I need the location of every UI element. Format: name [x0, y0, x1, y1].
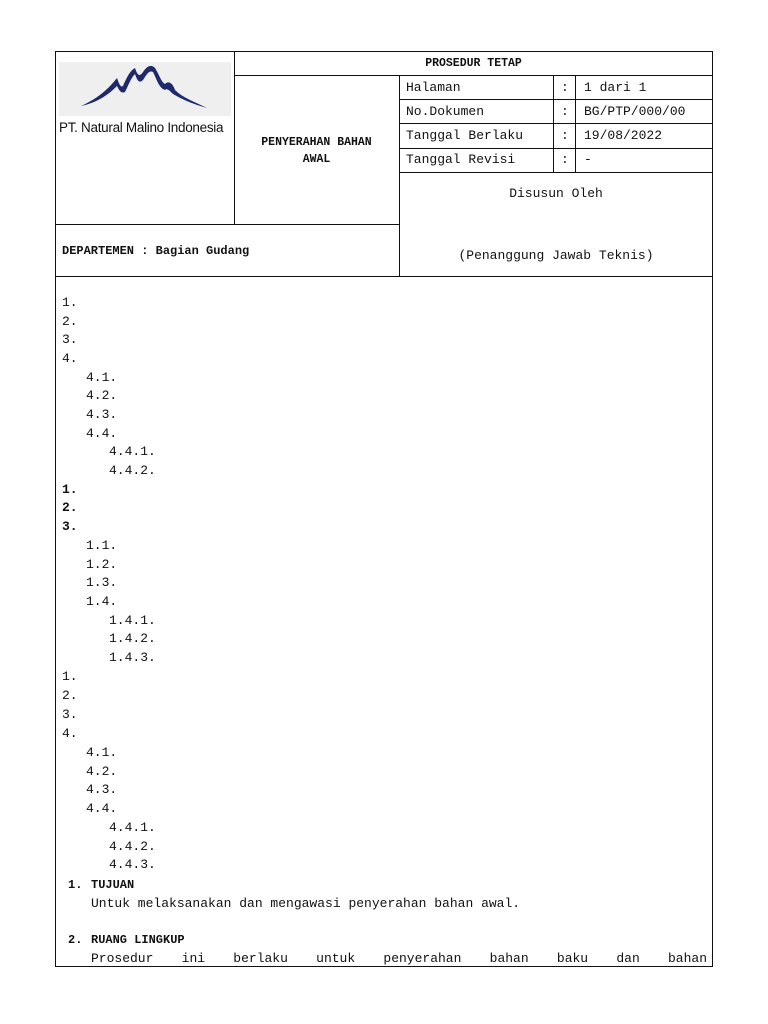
list-item: 3.	[62, 707, 78, 722]
meta-separator: :	[561, 152, 569, 167]
header-divider	[399, 148, 713, 149]
list-item: 4.4.2.	[109, 839, 156, 854]
list-item: 4.4.	[86, 801, 118, 816]
list-item: 4.3.	[86, 407, 118, 422]
list-item: 3.	[62, 332, 78, 347]
meta-value: 19/08/2022	[584, 128, 663, 143]
list-item: 4.	[62, 351, 78, 366]
list-item: 4.4.2.	[109, 463, 156, 478]
list-item: 1.	[62, 482, 78, 497]
word: Prosedur	[91, 951, 154, 966]
header-divider	[399, 75, 400, 276]
list-item: 3.	[62, 519, 78, 534]
list-item: 4.	[62, 726, 78, 741]
meta-value: 1 dari 1	[584, 80, 647, 95]
meta-value: -	[584, 152, 592, 167]
meta-label: No.Dokumen	[406, 104, 485, 119]
document-title: PROSEDUR TETAP	[425, 57, 522, 70]
list-item: 1.4.1.	[109, 613, 156, 628]
list-item: 1.2.	[86, 557, 118, 572]
list-item: 4.1.	[86, 745, 118, 760]
header-divider	[399, 172, 713, 173]
word: bahan	[667, 951, 707, 966]
responsible-label: (Penanggung Jawab Teknis)	[458, 248, 654, 263]
word: berlaku	[233, 951, 288, 966]
procedure-name-line2: AWAL	[302, 153, 331, 166]
procedure-name-line1: PENYERAHAN BAHAN	[261, 136, 372, 149]
section-number: 1.	[68, 878, 83, 892]
meta-label: Halaman	[406, 80, 461, 95]
list-item: 1.	[62, 295, 78, 310]
list-item: 1.4.	[86, 594, 118, 609]
section-number: 2.	[68, 933, 83, 947]
prepared-by-label: Disusun Oleh	[509, 186, 603, 201]
meta-separator: :	[561, 128, 569, 143]
header-divider	[234, 75, 713, 76]
list-item: 4.4.3.	[109, 857, 156, 872]
meta-separator: :	[561, 80, 569, 95]
meta-value: BG/PTP/000/00	[584, 104, 686, 119]
header-divider	[575, 75, 576, 172]
header-divider	[55, 224, 399, 225]
list-item: 2.	[62, 500, 78, 515]
list-item: 4.4.1.	[109, 444, 156, 459]
word: baku	[556, 951, 589, 966]
list-item: 4.4.1.	[109, 820, 156, 835]
list-item: 4.2.	[86, 388, 118, 403]
section-body	[91, 951, 707, 967]
word: dan	[616, 951, 640, 966]
list-item: 2.	[62, 688, 78, 703]
list-item: 1.4.3.	[109, 650, 156, 665]
list-item: 4.4.	[86, 426, 118, 441]
header-divider	[553, 75, 554, 172]
list-item: 1.	[62, 669, 78, 684]
word: untuk	[316, 951, 356, 966]
meta-label: Tanggal Revisi	[406, 152, 516, 167]
header-divider	[399, 123, 713, 124]
list-item: 4.1.	[86, 370, 118, 385]
word: penyerahan	[383, 951, 462, 966]
meta-label: Tanggal Berlaku	[406, 128, 524, 143]
list-item: 1.4.2.	[109, 631, 156, 646]
list-item: 4.3.	[86, 782, 118, 797]
list-item: 2.	[62, 314, 78, 329]
word: ini	[181, 951, 206, 966]
meta-separator: :	[561, 104, 569, 119]
header-divider	[55, 276, 713, 277]
header-divider	[399, 99, 713, 100]
company-logo	[59, 62, 231, 116]
department-label: DEPARTEMEN : Bagian Gudang	[62, 244, 250, 258]
section-title: TUJUAN	[91, 878, 135, 892]
list-item: 1.3.	[86, 575, 118, 590]
mountain-logo-icon	[59, 62, 231, 116]
list-item: 1.1.	[86, 538, 118, 553]
word: bahan	[489, 951, 529, 966]
section-title: RUANG LINGKUP	[91, 933, 185, 947]
list-item: 4.2.	[86, 764, 118, 779]
section-body: Untuk melaksanakan dan mengawasi penyerahan bahan awal.	[91, 896, 521, 911]
company-name: PT. Natural Malino Indonesia	[59, 120, 224, 135]
